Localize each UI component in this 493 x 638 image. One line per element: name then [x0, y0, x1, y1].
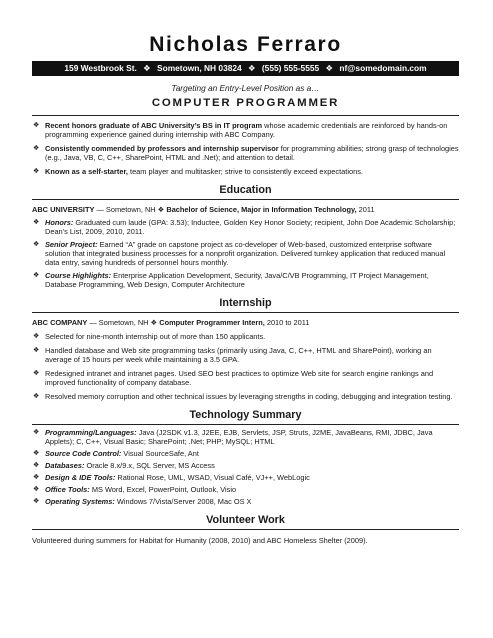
item-label: Course Highlights: [45, 271, 112, 280]
summary-highlight: Recent honors graduate of ABC University’s BS in IT program [45, 121, 263, 130]
diamond-bullet-icon: ❖ [33, 168, 40, 175]
technology-item [32, 485, 459, 494]
school-location: — Sometown, NH ❖ [94, 205, 167, 214]
item-text: Earned “A” grade on capstone project as co-developer of Web-based, customized enterprise software solution that integrated business processes for a nonprofit organization. Delivered turnkey application that reduced manual data entry, saving hundreds of personnel hours monthly. [45, 240, 446, 267]
section-title-education: Education [32, 184, 459, 200]
item-text: Enterprise Application Development, Security, Java/C/VB Programming, IT Project Management, Database Programming, Web Design, Computer Architecture [45, 271, 429, 289]
diamond-bullet-icon: ❖ [33, 486, 40, 493]
item-label: Databases: [45, 461, 85, 470]
item-label: Design & IDE Tools: [45, 473, 116, 482]
item-text: Redesigned intranet and intranet pages. Used SEO best practices to optimize Web site for search engine rankings and improved functionality of company database. [45, 369, 434, 387]
item-text: Selected for nine-month internship out of more than 150 applicants. [45, 332, 266, 341]
item-label: Senior Project: [45, 240, 98, 249]
company-location: — Sometown, NH ❖ [87, 318, 160, 327]
candidate-name: Nicholas Ferraro [149, 33, 342, 56]
company-name: ABC COMPANY [32, 318, 88, 327]
education-list [32, 218, 459, 289]
technology-item [32, 428, 459, 446]
item-text: Java (J2SDK v1.3, J2EE, EJB, Servlets, JSP, Struts, J2ME, JavaBeans, RMI, JDBC, Java Applets); C, C++, Visual Basic; SharePoint; .Net; PHP; MySQL; HTML [45, 428, 433, 446]
item-text: Resolved memory corruption and other technical issues by leveraging strengths in coding, debugging and integration testing. [45, 392, 453, 401]
separator-icon: ❖ [248, 63, 256, 73]
internship-item [32, 392, 459, 401]
technology-item [32, 461, 459, 470]
summary-item [32, 144, 459, 162]
item-text: Visual SourceSafe, Ant [121, 449, 199, 458]
internship-list [32, 332, 459, 401]
item-text: Windows 7/Vista/Server 2008, Mac OS X [114, 497, 252, 506]
summary-text: team player and multitasker; strive to consistently exceed expectations. [127, 167, 363, 176]
diamond-bullet-icon: ❖ [33, 145, 40, 152]
city: Sometown, NH 03824 [157, 63, 242, 73]
school-name: ABC UNIVERSITY [32, 205, 95, 214]
headline: COMPUTER PROGRAMMER [32, 97, 459, 116]
item-text: Handled database and Web site programming tasks (primarily using Java, C, C++, HTML and SharePoint), working an average of 15 hours per week while maintaining a 3.5 GPA. [45, 346, 432, 364]
diamond-bullet-icon: ❖ [33, 347, 40, 354]
diamond-bullet-icon: ❖ [33, 393, 40, 400]
graduation-year: 2011 [356, 205, 375, 214]
internship-item [32, 369, 459, 387]
role-years: 2010 to 2011 [264, 318, 310, 327]
summary-item [32, 121, 459, 139]
education-item [32, 271, 459, 289]
education-item [32, 218, 459, 236]
internship-header [32, 318, 459, 327]
education-item [32, 240, 459, 267]
email-link[interactable]: nf@somedomain.com [339, 63, 427, 73]
contact-bar [32, 61, 459, 76]
section-title-volunteer: Volunteer Work [32, 514, 459, 530]
degree: Bachelor of Science, Major in Information Technology, [166, 205, 357, 214]
item-label: Source Code Control: [45, 449, 122, 458]
diamond-bullet-icon: ❖ [33, 498, 40, 505]
section-title-internship: Internship [32, 297, 459, 313]
phone: (555) 555-5555 [261, 63, 320, 73]
internship-item [32, 332, 459, 341]
diamond-bullet-icon: ❖ [33, 333, 40, 340]
item-text: Rational Rose, UML, WSAD, Visual Café, VJ++, WebLogic [115, 473, 310, 482]
internship-item [32, 346, 459, 364]
diamond-bullet-icon: ❖ [33, 429, 40, 436]
summary-list [32, 121, 459, 176]
diamond-bullet-icon: ❖ [33, 241, 40, 248]
summary-highlight: Consistently commended by professors and internship supervisor [45, 144, 279, 153]
diamond-bullet-icon: ❖ [33, 462, 40, 469]
diamond-bullet-icon: ❖ [33, 122, 40, 129]
technology-item [32, 497, 459, 506]
section-title-technology: Technology Summary [32, 409, 459, 425]
education-header [32, 205, 459, 214]
separator-icon: ❖ [325, 63, 334, 73]
summary-text: whose academic credentials are reinforced by hands-on programming experience gained during internship with ABC Company. [45, 121, 448, 139]
diamond-bullet-icon: ❖ [33, 474, 40, 481]
summary-highlight: Known as a self-starter, [45, 167, 128, 176]
technology-item [32, 449, 459, 458]
item-text: Oracle 8.x/9.x, SQL Server, MS Access [84, 461, 215, 470]
technology-item [32, 473, 459, 482]
summary-item [32, 167, 459, 176]
item-text: Graduated cum laude (GPA: 3.53); Inductee, Golden Key Honor Society; recipient, John Doe Academic Scholarship; Dean’s List, 2009, 2010, 2011. [45, 218, 456, 236]
diamond-bullet-icon: ❖ [33, 370, 40, 377]
address: 159 Westbrook St. [64, 63, 137, 73]
role-title: Computer Programmer Intern, [159, 318, 265, 327]
volunteer-text: Volunteered during summers for Habitat for Humanity (2008, 2010) and ABC Homeless Shelter (2009). [32, 536, 368, 545]
diamond-bullet-icon: ❖ [33, 272, 40, 279]
diamond-bullet-icon: ❖ [33, 450, 40, 457]
diamond-bullet-icon: ❖ [33, 219, 40, 226]
item-label: Office Tools: [45, 485, 90, 494]
item-label: Honors: [45, 218, 74, 227]
item-label: Operating Systems: [45, 497, 115, 506]
target-line: Targeting an Entry-Level Position as a… [171, 83, 320, 93]
technology-list [32, 428, 459, 506]
item-text: MS Word, Excel, PowerPoint, Outlook, Visio [89, 485, 237, 494]
separator-icon: ❖ [143, 63, 151, 73]
summary-text: for programming abilities; strong grasp of technologies (e.g., Java, VB, C, C++, SharePoint, HTML and .Net); and attention to detail. [45, 144, 459, 162]
item-label: Programming/Languages: [45, 428, 137, 437]
